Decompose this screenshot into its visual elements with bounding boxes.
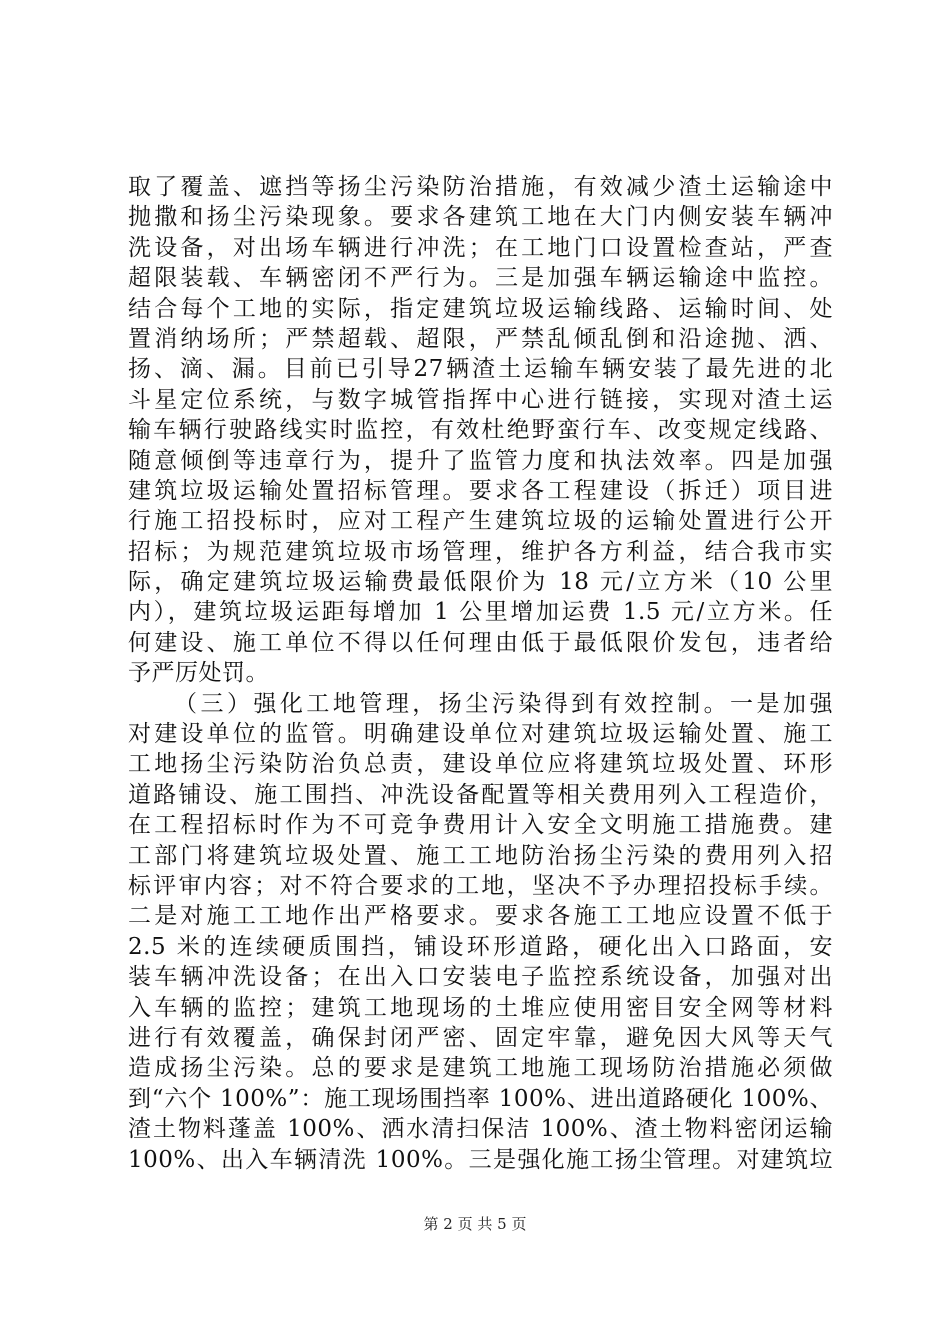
text-line: 工地扬尘污染防治负总责，建设单位应将建筑垃圾处置、环形 [128, 751, 833, 778]
text-line: 二是对施工工地作出严格要求。要求各施工工地应设置不低于 [128, 903, 833, 930]
text-line: 到“六个 100%”：施工现场围挡率 100%、进出道路硬化 100%、 [128, 1085, 833, 1112]
text-line: 何建设、施工单位不得以任何理由低于最低限价发包，违者给 [128, 629, 833, 656]
text-line: 装车辆冲洗设备；在出入口安装电子监控系统设备，加强对出 [128, 964, 833, 991]
text-line: 建筑垃圾运输处置招标管理。要求各工程建设（拆迁）项目进 [128, 477, 833, 504]
text-line: 100%、出入车辆清洗 100%。三是强化施工扬尘管理。对建筑垃 [128, 1146, 833, 1173]
text-line: 对建设单位的监管。明确建设单位对建筑垃圾运输处置、施工 [128, 721, 833, 748]
page-footer: 第 2 页 共 5 页 [423, 1215, 527, 1233]
text-line: 输车辆行驶路线实时监控，有效杜绝野蛮行车、改变规定线路、 [128, 417, 833, 444]
text-line: 置消纳场所；严禁超载、超限，严禁乱倾乱倒和沿途抛、洒、 [128, 325, 833, 352]
text-line: 予严厉处罚。 [128, 660, 269, 687]
text-line: 入车辆的监控；建筑工地现场的土堆应使用密目安全网等材料 [128, 994, 833, 1021]
text-line: 扬、滴、漏。目前已引导27辆渣土运输车辆安装了最先进的北 [128, 356, 833, 383]
text-line: 招标；为规范建筑垃圾市场管理，维护各方利益，结合我市实 [128, 538, 833, 565]
text-line: 超限装载、车辆密闭不严行为。三是加强车辆运输途中监控。 [128, 265, 833, 292]
section-heading-line: （三）强化工地管理，扬尘污染得到有效控制。一是加强 [174, 690, 833, 717]
text-line: 内），建筑垃圾运距每增加 1 公里增加运费 1.5 元/立方米。任 [128, 599, 833, 626]
text-line: 抛撒和扬尘污染现象。要求各建筑工地在大门内侧安装车辆冲 [128, 204, 833, 231]
text-line: 道路铺设、施工围挡、冲洗设备配置等相关费用列入工程造价， [128, 781, 833, 808]
text-line: 随意倾倒等违章行为，提升了监管力度和执法效率。四是加强 [128, 447, 833, 474]
text-line: 行施工招投标时，应对工程产生建筑垃圾的运输处置进行公开 [128, 508, 833, 535]
text-line: 际，确定建筑垃圾运输费最低限价为 18 元/立方米（10 公里 [128, 569, 833, 596]
body-text [128, 172, 833, 1175]
text-line: 渣土物料蓬盖 100%、洒水清扫保洁 100%、渣土物料密闭运输 [128, 1116, 833, 1143]
text-line: 标评审内容；对不符合要求的工地，坚决不予办理招投标手续。 [128, 872, 833, 899]
text-line: 在工程招标时作为不可竞争费用计入安全文明施工措施费。建 [128, 812, 833, 839]
text-line: 工部门将建筑垃圾处置、施工工地防治扬尘污染的费用列入招 [128, 842, 833, 869]
text-line: 取了覆盖、遮挡等扬尘污染防治措施，有效减少渣土运输途中 [128, 174, 833, 200]
text-line: 进行有效覆盖，确保封闭严密、固定牢靠，避免因大风等天气 [128, 1024, 833, 1051]
text-line: 2.5 米的连续硬质围挡，铺设环形道路，硬化出入口路面，安 [128, 933, 833, 960]
text-line: 造成扬尘污染。总的要求是建筑工地施工现场防治措施必须做 [128, 1055, 833, 1082]
text-line: 洗设备，对出场车辆进行冲洗；在工地门口设置检查站，严查 [128, 234, 833, 261]
text-line: 斗星定位系统，与数字城管指挥中心进行链接，实现对渣土运 [128, 386, 833, 413]
text-line: 结合每个工地的实际，指定建筑垃圾运输线路、运输时间、处 [128, 295, 833, 322]
